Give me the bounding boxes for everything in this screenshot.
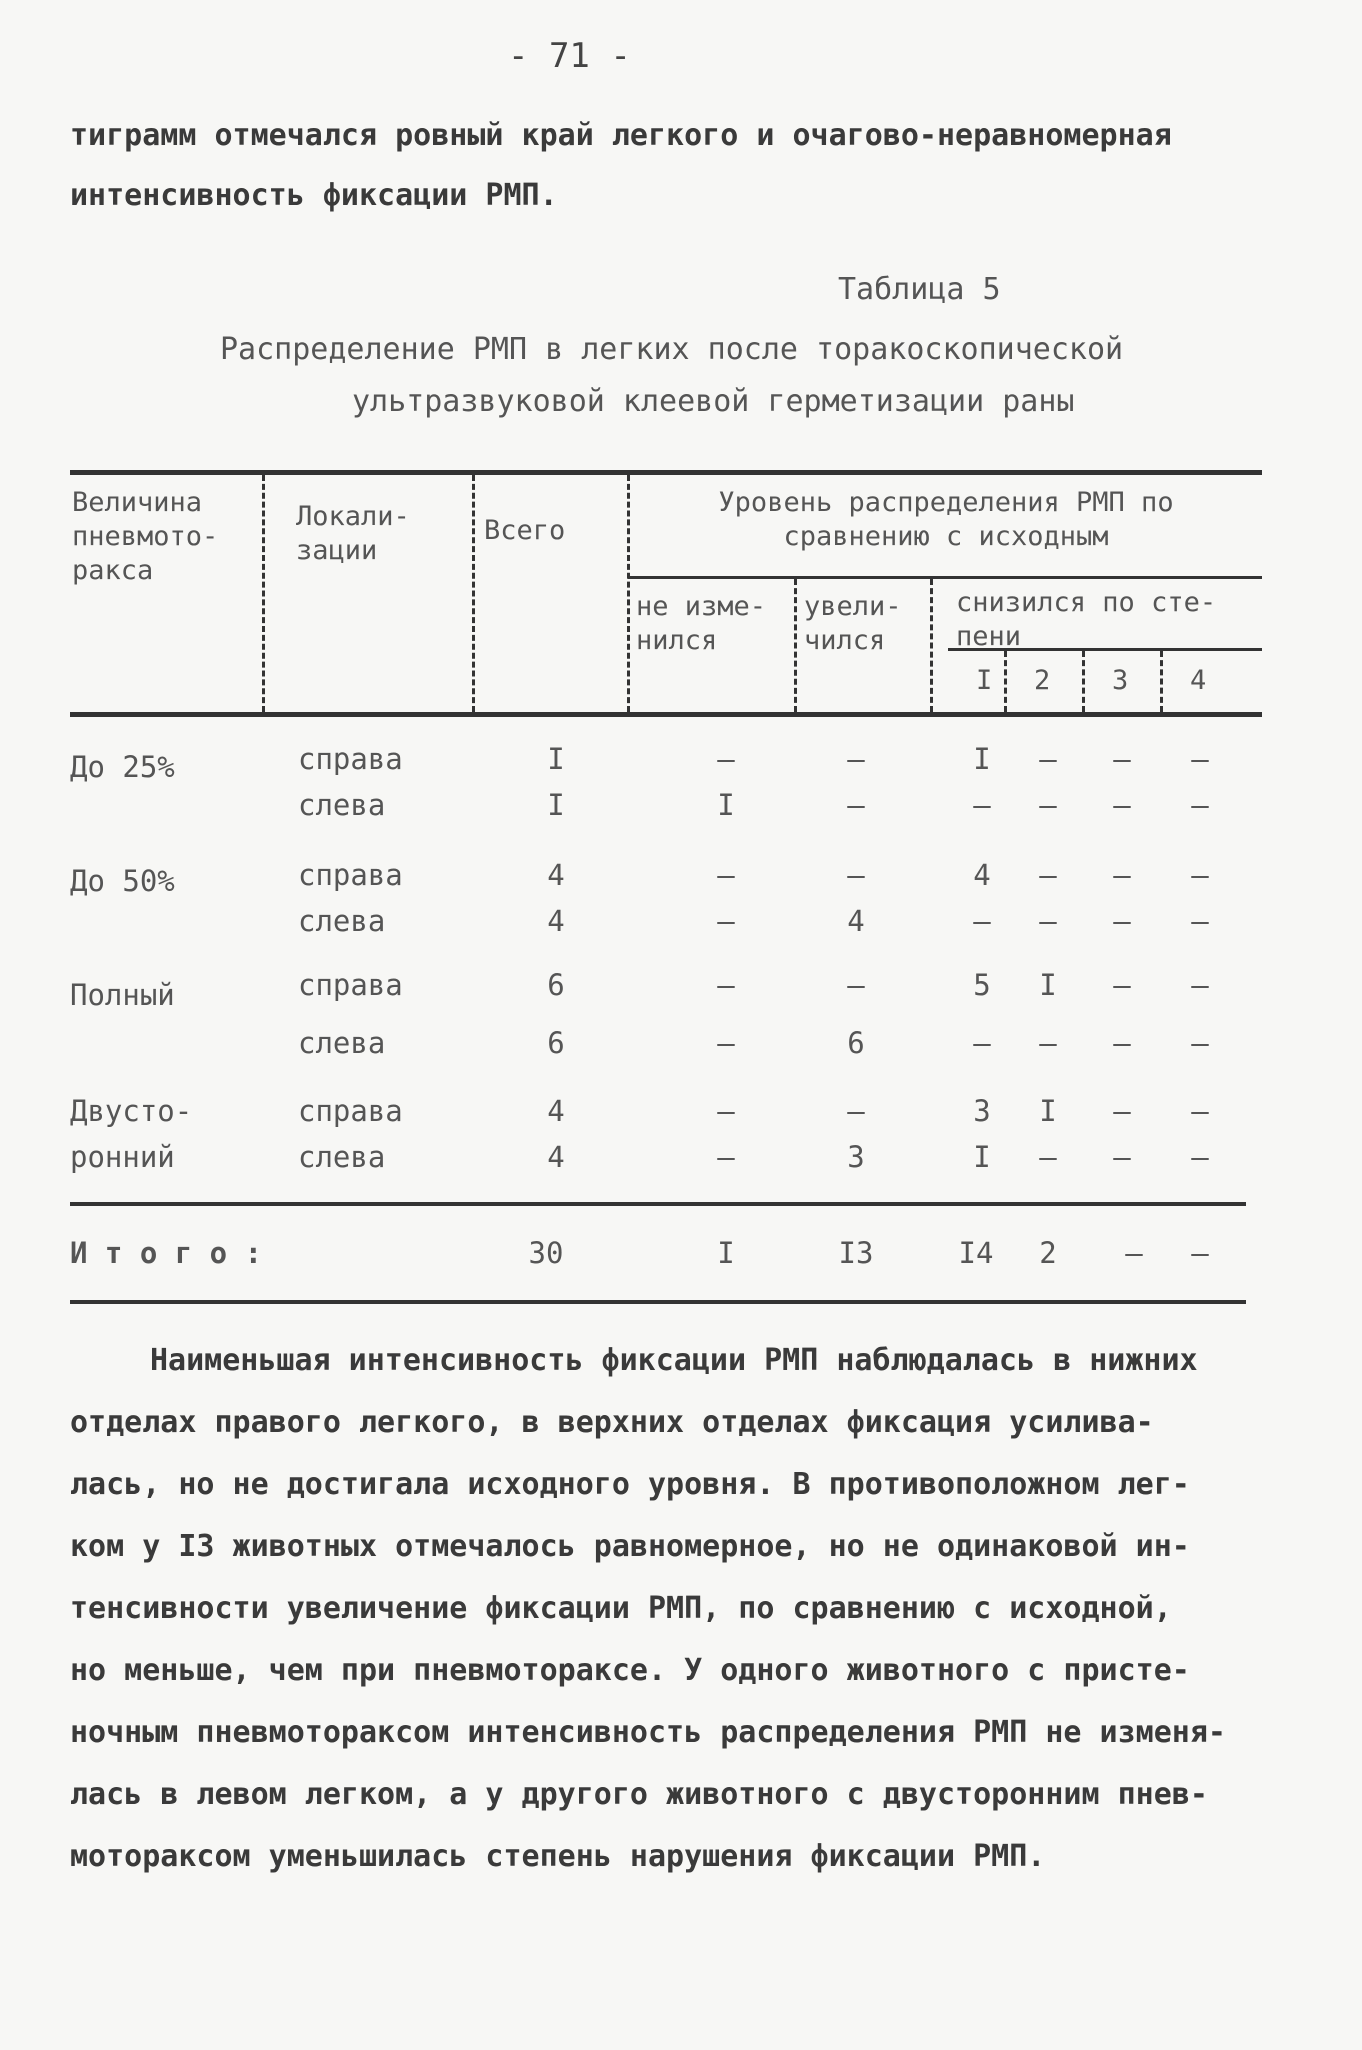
degree4-cell: – (1191, 742, 1209, 776)
table-label: Таблица 5 (838, 272, 1001, 307)
increased-cell: – (847, 968, 865, 1002)
degree1-cell: 5 (973, 968, 991, 1002)
total-row-degree2: 2 (1039, 1236, 1057, 1270)
not-changed-cell: – (717, 1094, 735, 1128)
column-divider (930, 579, 935, 712)
degree3-cell: – (1113, 858, 1131, 892)
paragraph-top (70, 106, 1270, 226)
table-title-line2: ультразвуковой клеевой герметизации раны (352, 384, 1075, 419)
group-label: Двусто- ронний (70, 1094, 193, 1174)
header-degree-3: 3 (1112, 665, 1129, 696)
degree4-cell: – (1191, 1140, 1209, 1174)
degree4-cell: – (1191, 968, 1209, 1002)
text-line: Наименьшая интенсивность фиксации РМП наблюдалась в нижних (150, 1343, 1198, 1378)
side-cell: слева (298, 904, 386, 938)
table-title-line1: Распределение РМП в легких после торакоскопической (220, 332, 1124, 367)
side-cell: справа (298, 968, 403, 1002)
degree2-cell: – (1039, 858, 1057, 892)
increased-cell: – (847, 1094, 865, 1128)
text-line: но меньше, чем при пневмотораксе. У одного животного с присте- (70, 1653, 1190, 1688)
total-cell: 4 (547, 858, 565, 892)
degree1-cell: I (973, 1140, 991, 1174)
total-cell: 4 (547, 1140, 565, 1174)
degree3-cell: – (1113, 742, 1131, 776)
degree2-cell: I (1039, 968, 1057, 1002)
header-localization: Локали- зации (296, 501, 410, 566)
degree1-cell: 4 (973, 858, 991, 892)
total-cell: 6 (547, 968, 565, 1002)
text-line: тиграмм отмечался ровный край легкого и очагово-неравномерная (70, 118, 1172, 153)
table-bottom-rule (70, 1300, 1246, 1304)
total-row-degree3: – (1125, 1236, 1143, 1270)
side-cell: справа (298, 858, 403, 892)
text-line: ком у I3 животных отмечалось равномерное, но не одинаковой ин- (70, 1529, 1190, 1564)
text-line: отделах правого легкого, в верхних отделах фиксация усилива- (70, 1405, 1154, 1440)
degree-divider (1082, 651, 1087, 712)
degree2-cell: – (1039, 788, 1057, 822)
total-row-increased: I3 (838, 1236, 874, 1270)
header-increased: увели- чился (804, 591, 902, 656)
paragraph-bottom (70, 1330, 1270, 1888)
degree3-cell: – (1113, 1094, 1131, 1128)
text-line: лась, но не достигала исходного уровня. В противоположном лег- (70, 1467, 1190, 1502)
page-number: - 71 - (508, 36, 631, 76)
not-changed-cell: – (717, 968, 735, 1002)
degree1-cell: – (973, 1026, 991, 1060)
not-changed-cell: – (717, 858, 735, 892)
total-row-degree1: I4 (958, 1236, 994, 1270)
increased-cell: – (847, 788, 865, 822)
side-cell: слева (298, 788, 386, 822)
total-cell: 6 (547, 1026, 565, 1060)
total-row-label: И т о г о : (70, 1236, 263, 1270)
degree2-cell: – (1039, 742, 1057, 776)
degree4-cell: – (1191, 788, 1209, 822)
side-cell: слева (298, 1140, 386, 1174)
degree1-cell: I (973, 742, 991, 776)
degree3-cell: – (1113, 904, 1131, 938)
not-changed-cell: – (717, 1140, 735, 1174)
text-line: тенсивности увеличение фиксации РМП, по сравнению с исходной, (70, 1591, 1172, 1626)
header-total: Всего (484, 515, 566, 546)
header-pneumothorax-size: Величина пневмото- ракса (72, 487, 219, 586)
increased-cell: – (847, 742, 865, 776)
degree1-cell: 3 (973, 1094, 991, 1128)
text-line: мотораксом уменьшилась степень нарушения фиксации РМП. (70, 1839, 1046, 1874)
total-top-rule (70, 1202, 1246, 1206)
degree3-cell: – (1113, 788, 1131, 822)
group-label: Полный (70, 978, 175, 1012)
degree1-cell: – (973, 788, 991, 822)
header-distribution-level: Уровень распределения РМП по сравнению с исходным (718, 487, 1174, 552)
header-degree-1: I (976, 665, 993, 696)
not-changed-cell: – (717, 904, 735, 938)
text-line: ночным пневмотораксом интенсивность распределения РМП не изменя- (70, 1715, 1226, 1750)
degree2-cell: – (1039, 1140, 1057, 1174)
column-divider (472, 475, 477, 712)
increased-cell: 4 (847, 904, 865, 938)
header-bottom-rule (70, 712, 1262, 717)
side-cell: слева (298, 1026, 386, 1060)
degree4-cell: – (1191, 1026, 1209, 1060)
text-line: интенсивность фиксации РМП. (70, 178, 558, 213)
header-not-changed: не изме- нился (636, 591, 767, 656)
degree2-cell: – (1039, 1026, 1057, 1060)
table-top-rule (70, 470, 1262, 475)
degree2-cell: I (1039, 1094, 1057, 1128)
total-row-not-changed: I (717, 1236, 735, 1270)
group-label: До 25% (70, 750, 175, 784)
total-cell: 4 (547, 1094, 565, 1128)
header-degree-2: 2 (1034, 665, 1051, 696)
increased-cell: 3 (847, 1140, 865, 1174)
total-row-degree4: – (1191, 1236, 1209, 1270)
not-changed-cell: – (717, 1026, 735, 1060)
degree3-cell: – (1113, 1026, 1131, 1060)
degree-divider (1004, 651, 1009, 712)
degree2-cell: – (1039, 904, 1057, 938)
header-degree-4: 4 (1190, 665, 1207, 696)
text-line: лась в левом легком, а у другого животного с двусторонним пнев- (70, 1777, 1208, 1812)
degree3-cell: – (1113, 1140, 1131, 1174)
degree1-cell: – (973, 904, 991, 938)
header-decreased: снизился по сте- пени (956, 587, 1217, 652)
column-divider (627, 475, 632, 712)
degree4-cell: – (1191, 858, 1209, 892)
group-label: До 50% (70, 864, 175, 898)
degree4-cell: – (1191, 904, 1209, 938)
total-cell: I (547, 742, 565, 776)
not-changed-cell: – (717, 742, 735, 776)
increased-cell: 6 (847, 1026, 865, 1060)
total-cell: I (547, 788, 565, 822)
degree3-cell: – (1113, 968, 1131, 1002)
side-cell: справа (298, 742, 403, 776)
total-cell: 4 (547, 904, 565, 938)
degree-divider (1160, 651, 1165, 712)
column-divider (794, 579, 799, 712)
not-changed-cell: I (717, 788, 735, 822)
total-row-total: 30 (528, 1236, 564, 1270)
side-cell: справа (298, 1094, 403, 1128)
group-header-rule (628, 576, 1262, 579)
increased-cell: – (847, 858, 865, 892)
column-divider (262, 475, 267, 712)
degree4-cell: – (1191, 1094, 1209, 1128)
